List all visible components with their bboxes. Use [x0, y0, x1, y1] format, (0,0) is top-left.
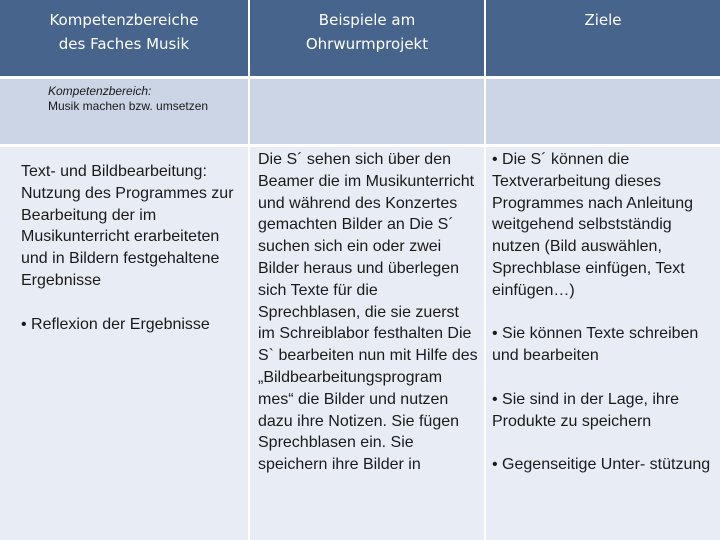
header-examples-label: Beispiele am Ohrwurmprojekt [305, 11, 429, 53]
goals-cell [492, 149, 716, 476]
column-divider [248, 0, 250, 540]
goal-item: • Gegenseitige Unter- stützung [492, 456, 711, 474]
examples-text: Die S´ sehen sich über den Beamer die im Musikunterricht und während des Konzertes gemachten Bilder an Die S´ suchen sich ein oder zwei Bilder heraus und überlegen sich Texte für die Sprechblasen, die sie zuerst im Schreiblabor festhalten Die S` bearbeiten nun mit Hilfe des „Bildbearbeitungsprogram mes“ die Bilder und nutzen dazu ihre Notizen. Sie fügen Sprechblasen ein. Sie speichern ihre Bilder in [258, 151, 478, 474]
examples-cell [258, 149, 480, 476]
header-cell-competence [0, 0, 248, 76]
goal-item: • Sie können Texte schreiben und bearbeiten [492, 325, 699, 365]
column-divider [484, 0, 486, 540]
header-goals-label: Ziele [584, 11, 622, 29]
goal-item: • Sie sind in der Lage, ihre Produkte zu speichern [492, 390, 680, 430]
goal-item: • Die S´ können die Textverarbeitung dieses Programmes nach Anleitung weitgehend selbstständig nutzen (Bild auswählen, Sprechblase einfügen, Text einfügen…) [492, 151, 693, 299]
competence-bullet: • Reflexion der Ergebnisse [21, 315, 210, 333]
header-cell-examples [250, 0, 484, 76]
competence-cell [21, 157, 247, 335]
header-cell-goals [486, 0, 720, 76]
subheader-label: Kompetenzbereich: [48, 84, 152, 98]
header-competence-label: Kompetenzbereiche des Faches Musik [49, 11, 199, 53]
competence-text: Text- und Bildbearbeitung: Nutzung des Programmes zur Bearbeitung der im Musikunterricht erarbeiteten und in Bildern festgehaltene Ergebnisse [21, 163, 234, 289]
subheader-text [48, 84, 208, 114]
subheader-value: Musik machen bzw. umsetzen [48, 99, 209, 113]
